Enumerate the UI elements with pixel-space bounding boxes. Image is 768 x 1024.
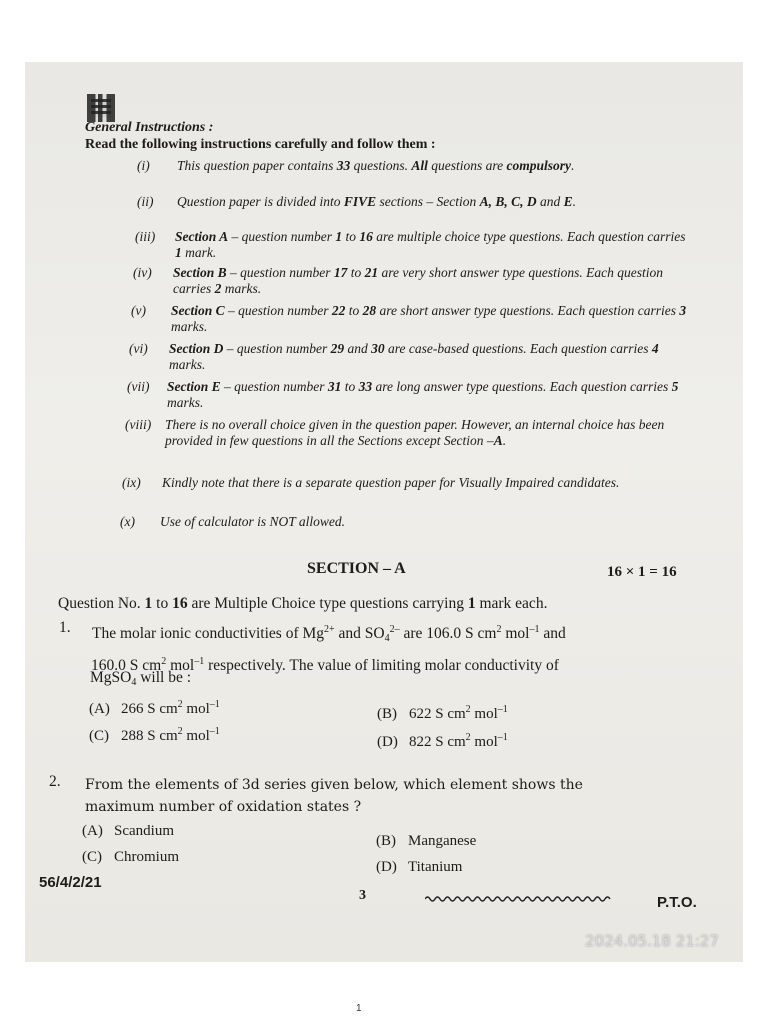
option-letter: (B) [377, 706, 397, 722]
question-2-line: maximum number of oxidation states ? [85, 799, 362, 815]
question-1-option [89, 699, 220, 718]
instruction-text: Kindly note that there is a separate question paper for Visually Impaired candidates. [162, 475, 620, 490]
option-text: 288 S $cm^2$ mol$^{-1}$ [121, 726, 220, 744]
instruction-number: (x) [120, 514, 135, 529]
question-2-line: From the elements of 3d series given below, which element shows the [85, 777, 583, 793]
instruction-number: (iv) [133, 265, 152, 280]
option-letter: (B) [376, 833, 396, 849]
instruction-number: (viii) [125, 417, 152, 432]
option-letter: (C) [82, 849, 102, 865]
option-text: Manganese [408, 833, 477, 849]
question-1-option [377, 704, 508, 723]
photo-timestamp: 2024.05.18 21:27 [585, 932, 719, 950]
instruction-text: Section E – question number 31 to 33 are long answer type questions. Each question carries 5 marks. [167, 379, 679, 410]
option-letter: (D) [377, 734, 398, 750]
instruction-text: Section D – question number 29 and 30 are case-based questions. Each question carries 4 marks. [169, 341, 659, 372]
instruction-number: (ii) [137, 194, 154, 209]
instruction-text: This question paper contains 33 questions. All questions are compulsory. [177, 158, 575, 173]
question-2-option [82, 849, 179, 866]
exam-page-photo [25, 62, 743, 962]
option-text: 622 S $cm^2$ mol$^{-1}$ [409, 704, 508, 722]
page-number: 3 [359, 888, 366, 903]
instruction-number: (iii) [135, 229, 156, 244]
instruction-text: Use of calculator is NOT allowed. [160, 514, 346, 529]
option-text: Titanium [408, 859, 463, 875]
option-text: Chromium [114, 849, 180, 865]
question-2-option [376, 833, 476, 850]
paper-code: 56/4/2/21 [39, 874, 102, 891]
question-1-line: 160.0 S $cm^2$ mol$^{-1}$ respectively. The value of limiting molar conductivity of [91, 656, 559, 674]
section-marks: 16 × 1 = 16 [607, 564, 677, 580]
option-letter: (A) [89, 701, 110, 717]
question-1-option [377, 732, 508, 751]
section-title: SECTION – A [307, 560, 406, 577]
qr-code-icon [87, 94, 115, 122]
instruction-number: (ix) [122, 475, 141, 490]
read-instructions-line: Read the following instructions carefully and follow them : [85, 137, 436, 152]
option-letter: (D) [376, 859, 397, 875]
instruction-number: (v) [131, 303, 146, 318]
pto-label: P.T.O. [657, 894, 697, 911]
option-text: 822 S $cm^2$ mol$^{-1}$ [409, 732, 508, 750]
instruction-number: (vi) [129, 341, 148, 356]
instruction-text: Section B – question number 17 to 21 are very short answer type questions. Each question carries 2 marks. [173, 265, 663, 296]
bottom-mark: 1 [356, 1003, 362, 1014]
section-intro: Question No. 1 to 16 are Multiple Choice type questions carrying 1 mark each. [58, 595, 548, 612]
instruction-number: (i) [137, 158, 150, 173]
question-1-line: MgSO$_4$ will be : [90, 669, 192, 688]
wavy-line-icon [425, 894, 615, 904]
general-instructions-title: General Instructions : [85, 120, 214, 135]
option-letter: (A) [82, 823, 103, 839]
option-letter: (C) [89, 728, 109, 744]
option-text: 266 S $cm^2$ mol$^{-1}$ [121, 699, 220, 717]
question-1-number: 1. [59, 619, 71, 636]
question-1-line: The molar ionic conductivities of $Mg^{2+}$ and $SO_4^{2-}$ are 106.0 S $cm^2$ mol$^{-1}$ and [92, 624, 566, 644]
question-2-option [82, 823, 174, 840]
instruction-text: Section A – question number 1 to 16 are multiple choice type questions. Each question carries 1 mark. [175, 229, 686, 260]
instruction-text: Section C – question number 22 to 28 are short answer type questions. Each question carries 3 marks. [171, 303, 687, 334]
question-2-number: 2. [49, 773, 61, 790]
instruction-number: (vii) [127, 379, 150, 394]
instruction-text: There is no overall choice given in the question paper. However, an internal choice has been provided in few questions in all the Sections except Section –A. [165, 417, 665, 448]
option-text: Scandium [114, 823, 174, 839]
instruction-text: Question paper is divided into FIVE sections – Section A, B, C, D and E. [177, 194, 577, 209]
question-1-option [89, 726, 220, 745]
question-2-option [376, 859, 462, 876]
